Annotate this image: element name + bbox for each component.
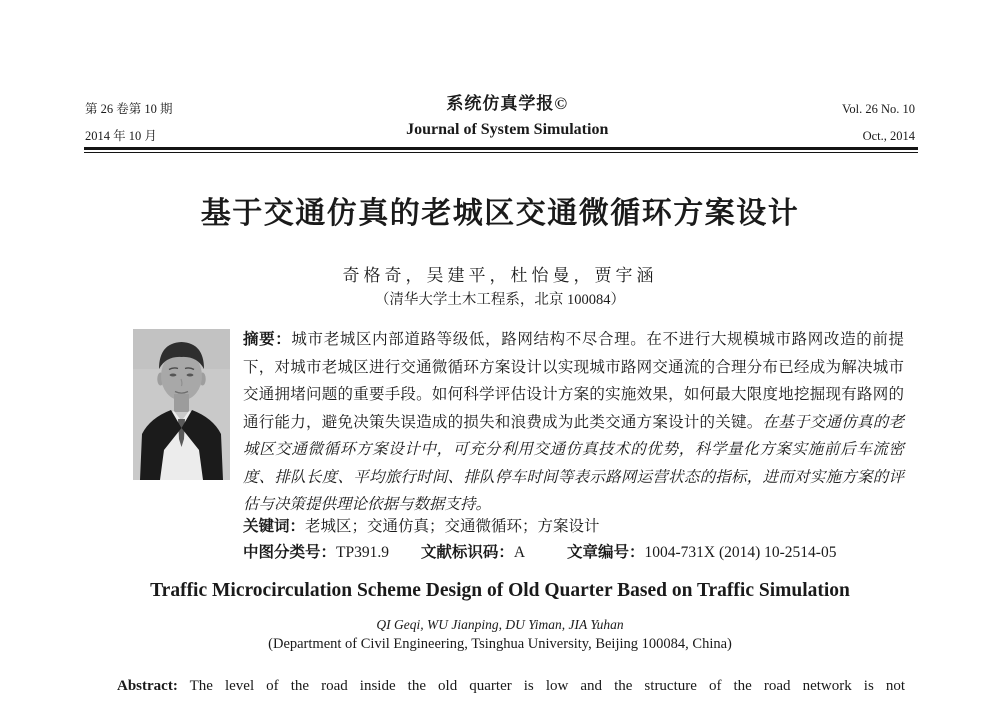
doc-code-label: 文献标识码： bbox=[420, 544, 514, 561]
abstract-cn bbox=[243, 326, 904, 519]
abstract-text-regular: 城市老城区内部道路等级低，路网结构不尽合理。在不进行大规模城市路网改造的前提下，对城市老城区进行交通微循环方案设计以实现城市路网交通流的合理分布已经成为解决城市交通拥堵问题的重要手段。如何科学评估设计方案的实施效果，如何最大限度地挖掘现有路网的通行能力，避免决策失误造成的损失和浪费成为此类交通方案设计的关键。 bbox=[243, 331, 904, 431]
journal-masthead bbox=[85, 92, 915, 150]
article-id-label: 文章编号： bbox=[566, 544, 645, 561]
issue-volume-en: Vol. 26 No. 10 bbox=[841, 102, 915, 116]
article-title-en: Traffic Microcirculation Scheme Design of Old Quarter Based on Traffic Simulation bbox=[150, 580, 850, 601]
masthead-issue-cn bbox=[85, 92, 173, 150]
abstract-text-italic: 在基于交通仿真的老城区交通微循环方案设计中，可充分利用交通仿真技术的优势，科学量化方案实施前后车流密度、排队长度、平均旅行时间、排队停车时间等表示路网运营状态的指标，进而对实施方案的评估与决策提供理论依据与数据支持。 bbox=[243, 413, 904, 513]
article-title-cn: 基于交通仿真的老城区交通微循环方案设计 bbox=[200, 197, 800, 230]
clc-segment bbox=[243, 544, 389, 561]
keywords-line bbox=[243, 514, 600, 536]
clc-value: TP391.9 bbox=[336, 544, 389, 561]
article-authors-cn: 奇格奇，吴建平，杜怡曼，贾宇涵 bbox=[342, 266, 658, 285]
abstract-text-en: The level of the road inside the old quarter is low and the structure of the road network is not bbox=[189, 678, 905, 694]
masthead-double-rule bbox=[84, 147, 918, 153]
article-affiliation-cn: （清华大学土木工程系，北京 100084） bbox=[374, 292, 626, 308]
masthead-issue-en bbox=[842, 92, 915, 150]
abstract-label-cn: 摘要： bbox=[243, 331, 292, 348]
keywords-text: 老城区；交通仿真；交通微循环；方案设计 bbox=[305, 518, 600, 535]
keywords-label: 关键词： bbox=[243, 518, 306, 535]
article-affiliation-en: (Department of Civil Engineering, Tsinghua University, Beijing 100084, China) bbox=[268, 636, 732, 652]
abstract-en bbox=[117, 674, 905, 698]
article-id-segment bbox=[567, 544, 837, 561]
masthead-journal-title bbox=[406, 92, 608, 144]
author-portrait-photo bbox=[133, 329, 230, 480]
article-id-value: 1004-731X (2014) 10-2514-05 bbox=[644, 544, 837, 561]
issue-volume-cn: 第 26 卷第 10 期 bbox=[85, 102, 173, 116]
issue-date-en: Oct., 2014 bbox=[862, 129, 915, 143]
clc-label: 中图分类号： bbox=[243, 544, 337, 561]
journal-title-cn: 系统仿真学报© bbox=[446, 94, 569, 113]
doc-code-segment bbox=[421, 544, 525, 561]
article-authors-en: QI Geqi, WU Jianping, DU Yiman, JIA Yuhan bbox=[376, 617, 624, 632]
journal-title-en: Journal of System Simulation bbox=[406, 121, 609, 138]
abstract-label-en: Abstract: bbox=[117, 678, 178, 694]
author-portrait-illustration bbox=[133, 329, 230, 480]
classification-line bbox=[243, 540, 836, 562]
doc-code-value: A bbox=[513, 544, 526, 561]
issue-date-cn: 2014 年 10 月 bbox=[85, 129, 157, 143]
